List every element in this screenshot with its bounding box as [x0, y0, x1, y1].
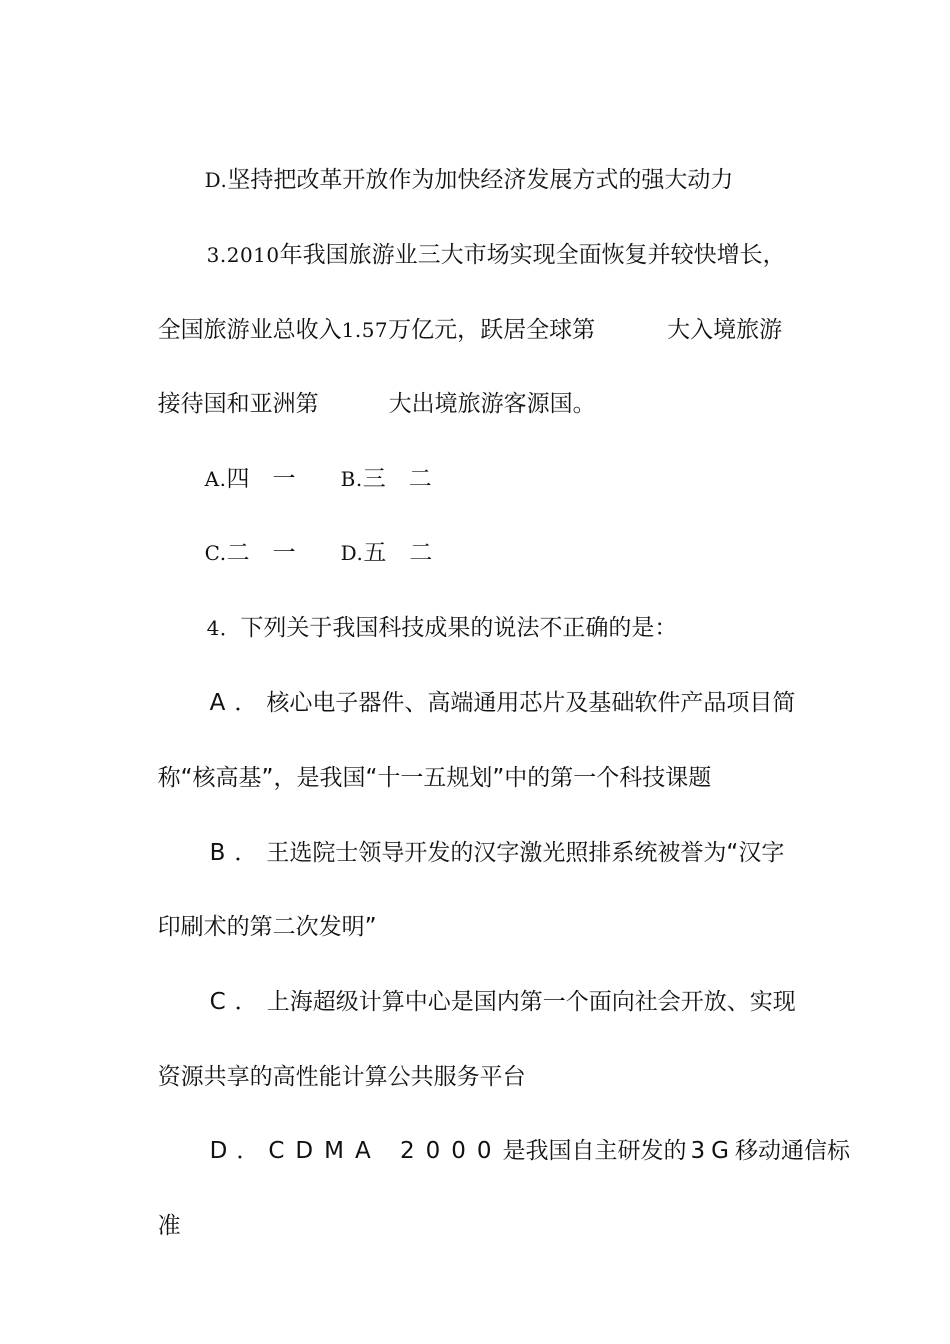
stem-text: 全国旅游业总收入 — [157, 317, 342, 343]
q3-option-c — [190, 508, 296, 568]
year-value: 2010 — [226, 243, 280, 267]
q4-option-b-line-1 — [195, 808, 784, 868]
option-text: 是我国自主研发的 — [502, 1138, 687, 1164]
stem-text: 大入境旅游 — [667, 317, 783, 343]
option-label: C． — [209, 989, 267, 1015]
option-text: 资源共享的高性能计算公共服务平台 — [157, 1064, 526, 1090]
option-label: D. — [340, 541, 364, 565]
q3-stem-line-3 — [143, 359, 596, 419]
q4-option-a-line-1 — [195, 658, 795, 718]
option-text: 五 二 — [363, 540, 433, 566]
q4-option-d-line-1 — [195, 1106, 850, 1166]
option-text: 上海超级计算中心是国内第一个面向社会开放、实现 — [266, 989, 796, 1015]
standard-name: CDMA 2000 — [268, 1138, 503, 1164]
generation-label: 3G — [690, 1138, 736, 1164]
question-number: 3. — [206, 243, 227, 267]
stem-text: 年我国旅游业三大市场实现全面恢复并较快增长， — [279, 242, 786, 268]
q3-stem-line-2 — [143, 285, 782, 345]
option-label: B. — [340, 467, 363, 491]
q3-option-d — [326, 508, 432, 568]
q4-option-c-line-2 — [143, 1032, 526, 1092]
q3-stem-line-1 — [192, 210, 786, 270]
option-text: 四 一 — [226, 466, 296, 492]
option-text: 王选院士领导开发的汉字激光照排系统被誉为“汉字 — [266, 840, 785, 866]
option-text: 核心电子器件、高端通用芯片及基础软件产品项目简 — [266, 690, 796, 716]
q4-option-b-line-2 — [143, 882, 377, 942]
q4-option-a-line-2 — [143, 733, 711, 793]
option-label: A. — [204, 467, 227, 491]
option-text: 印刷术的第二次发明” — [157, 914, 377, 940]
stem-text: 万亿元，跃居全球第 — [388, 317, 596, 343]
q4-stem — [192, 583, 677, 643]
option-text: 准 — [157, 1213, 181, 1239]
option-label: A． — [209, 690, 267, 716]
option-label: B． — [209, 840, 267, 866]
stem-text: 大出境旅游客源国。 — [388, 391, 596, 417]
q3-option-b — [326, 434, 432, 494]
stem-text: 接待国和亚洲第 — [157, 391, 319, 417]
q4-option-d-line-2 — [143, 1181, 181, 1241]
q3-option-a — [190, 434, 295, 494]
stem-text: 下列关于我国科技成果的说法不正确的是： — [240, 615, 678, 641]
q2-option-d — [190, 135, 733, 195]
q4-option-c-line-1 — [195, 957, 796, 1017]
option-text: 称“核高基”，是我国“十一五规划”中的第一个科技课题 — [157, 765, 712, 791]
option-text: 移动通信标 — [735, 1138, 851, 1164]
question-number: 4． — [206, 616, 241, 640]
option-label: D. — [204, 168, 228, 192]
option-text: 三 二 — [362, 466, 432, 492]
option-label: D． — [209, 1138, 269, 1164]
option-text: 二 一 — [226, 540, 296, 566]
option-text: 坚持把改革开放作为加快经济发展方式的强大动力 — [227, 167, 734, 193]
revenue-value: 1.57 — [341, 318, 389, 342]
option-label: C. — [204, 541, 227, 565]
